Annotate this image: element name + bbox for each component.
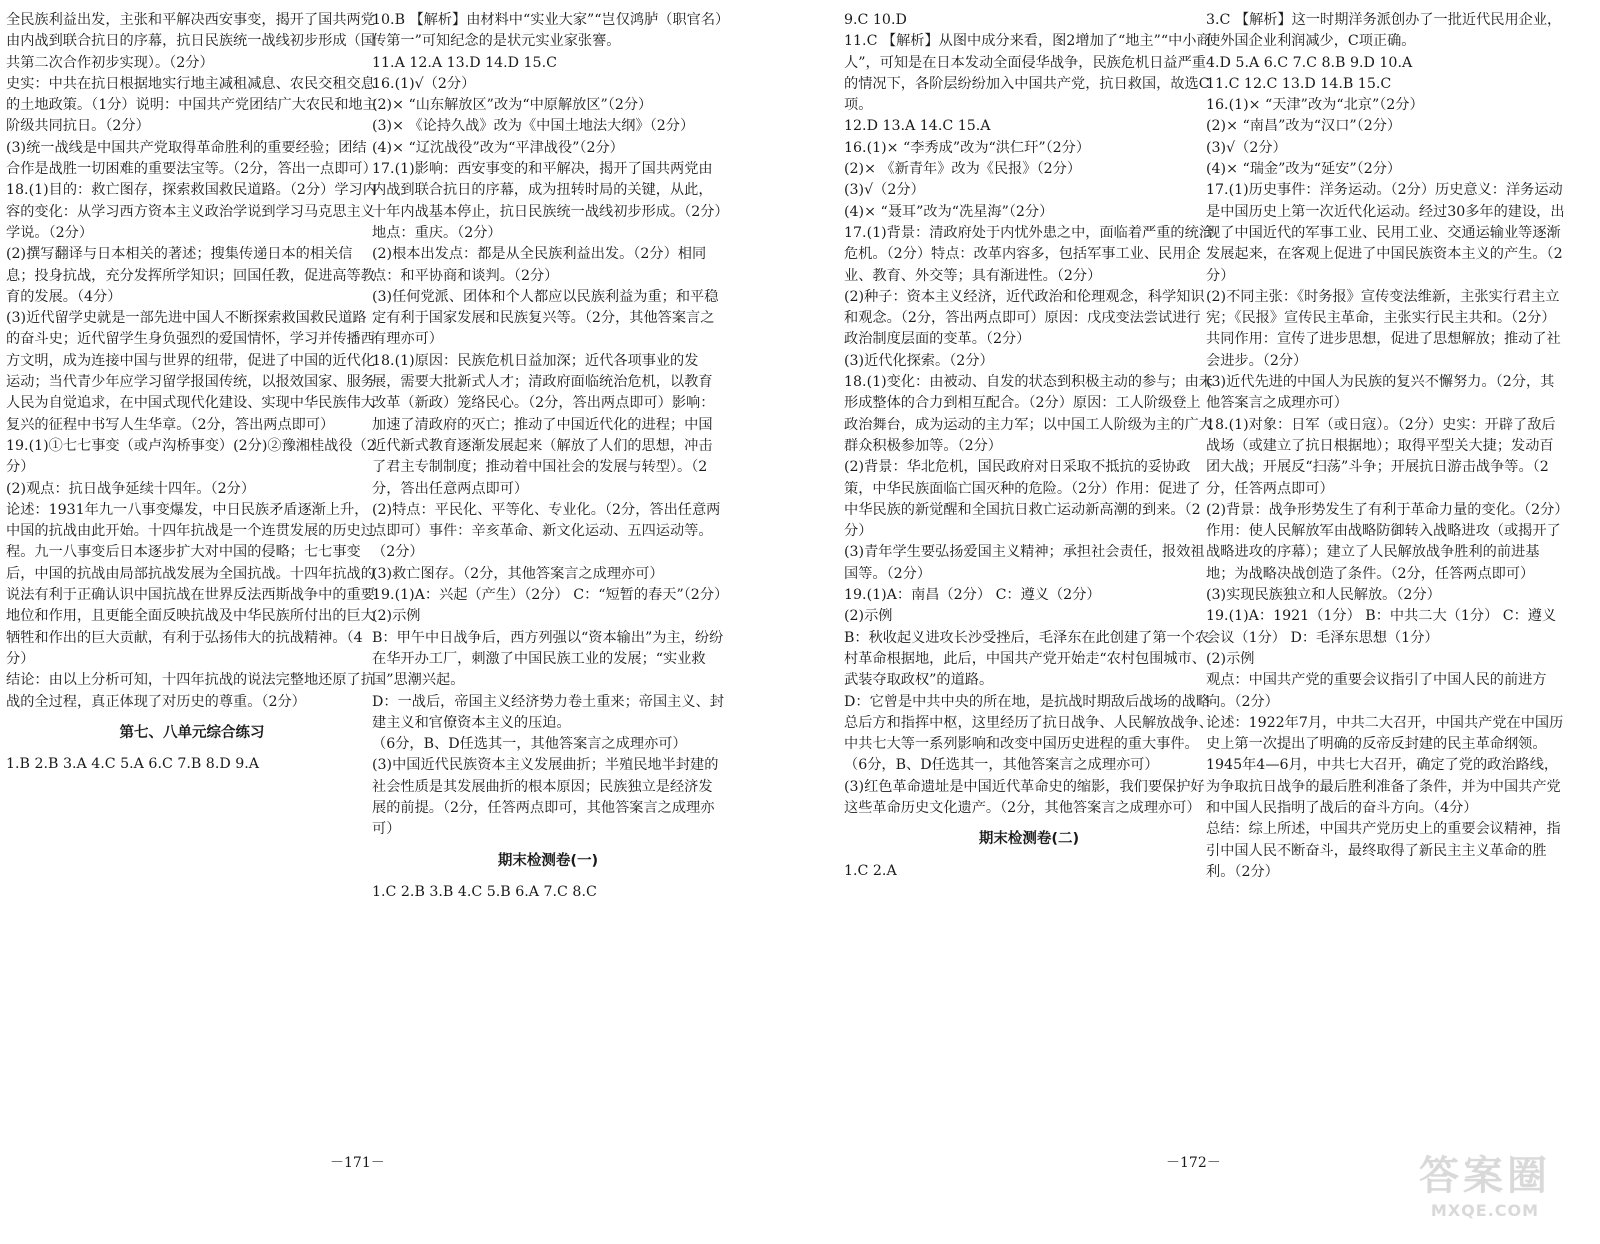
page-number: －172－ <box>1166 1155 1221 1171</box>
answer-item: 19.(1)①七七事变（或卢沟桥事变）(2分)②豫湘桂战役（2分） <box>6 437 376 476</box>
right-page <box>800 0 1600 1244</box>
answer-text: (2)× “南昌”改为“汉口”（2分） <box>1206 118 1402 135</box>
answer-item: 16.(1)√（2分） <box>372 75 476 92</box>
answer-item: 17.(1)影响：西安事变的和平解决，揭开了国共两党由内战到联合抗日的序幕，成为扭转时局的关键，从此，十年内战基本停止，抗日民族统一战线初步形成。（2分）地点：重庆。（2分） <box>372 161 722 241</box>
answer-text: B：甲午中日战争后，西方列强以“资本输出”为主，纷纷在华开办工厂，刺激了中国民族工业的发展；“实业救国”思潮兴起。 <box>372 629 724 689</box>
answer-text: (2)示例 <box>372 608 421 625</box>
answer-text: (3)红色革命遗址是中国近代革命史的缩影，我们要保护好这些革命历史文化遗产。（2分，其他答案言之成理亦可） <box>844 778 1205 816</box>
answer-text: (3)近代留学史就是一部先进中国人不断探索救国救民道路的奋斗史；近代留学生身负强烈的爱国情怀，学习并传播西方文明，成为连接中国与世界的纽带，促进了中国的近代化运动；当代青少年应学习留学报国传统，以报效国家、服务人民为自觉追求，在中国式现代化建设、实现中华民族伟大复兴的征程中书写人生华章。（2分，答出两点即可） <box>6 310 375 433</box>
answer-item: 16.(1)× “天津”改为“北京”（2分） <box>1206 97 1424 114</box>
answer-text: 论述：1931年九一八事变爆发，中日民族矛盾逐渐上升，中国的抗战由此开始。十四年抗战是一个连贯发展的历史过程。九一八事变后日本逐步扩大对中国的侵略；七七事变后，中国的抗战由局部抗战发展为全国抗战。十四年抗战的说法有利于正确认识中国抗战在世界反法西斯战争中的重要地位和作用，且更能全面反映抗战及中华民族所付出的巨大牺牲和作出的巨大贡献，有利于弘扬伟大的抗战精神。（4分） <box>6 501 375 667</box>
page-number: －171－ <box>330 1155 385 1171</box>
answer-item: 11.A 12.A 13.D 14.D 15.C <box>372 54 557 71</box>
answer-text: (2)× “山东解放区”改为“中原解放区”（2分） <box>372 97 653 114</box>
answer-text: (3)青年学生要弘扬爱国主义精神；承担社会责任，报效祖国等。（2分） <box>844 544 1205 582</box>
answer-text: (3)实现民族独立和人民解放。（2分） <box>1206 587 1441 604</box>
answer-item: 18.(1)对象：日军（或日寇）。（2分）史实：开辟了敌后战场（或建立了抗日根据地）；取得平型关大捷；发动百团大战；开展反“扫荡”斗争；开展抗日游击战争等。（2分，任答两点即可） <box>1206 416 1556 497</box>
answer-text: (3)√（2分） <box>1206 139 1287 156</box>
answer-item: 11.C 12.C 13.D 14.B 15.C <box>1206 75 1392 92</box>
answer-item: 1.C 2.A <box>844 862 897 879</box>
answer-item: 11.C 【解析】从图中成分来看，图2增加了“地主”“中小商人”，可知是在日本发动全面侵华战争，民族危机日益严重的情况下，各阶层纷纷加入中国共产党，抗日救国，故选C项。 <box>844 33 1211 114</box>
answer-text: (2)撰写翻译与日本相关的著述；搜集传递日本的相关信息；投身抗战，充分发挥所学知识；回国任教，促进高等教育的发展。（4分） <box>6 246 375 305</box>
answer-text: D：它曾是中共中央的所在地，是抗战时期敌后战场的战略总后方和指挥中枢，这里经历了抗日战争、人民解放战争、中共七大等一系列影响和改变中国历史进程的重大事件。 <box>844 693 1213 753</box>
answer-item: 18.(1)变化：由被动、自发的状态到积极主动的参与；由未形成整体的合力到相互配合。（2分）原因：工人阶级登上政治舞台，成为运动的主力军；以中国工人阶级为主的广大群众积极参加等。（2分） <box>844 374 1213 454</box>
answer-item: 9.C 10.D <box>844 12 907 28</box>
answer-text: (2)不同主张：《时务报》宣传变法维新，主张实行君主立宪；《民报》宣传民主革命，主张实行民主共和。（2分）共同作用：宣传了进步思想，促进了思想解放；推动了社会进步。（2分） <box>1206 288 1561 369</box>
answer-text: (4)× “聂耳”改为“冼星海”（2分） <box>844 203 1054 220</box>
answer-item: 19.(1)A：1921（1分） B：中共二大（1分） C：遵义会议（1分） D：毛泽东思想（1分） <box>1206 608 1557 646</box>
answer-text: (3)救亡图存。（2分，其他答案言之成理亦可） <box>372 565 664 582</box>
answer-text: 观点：中国共产党的重要会议指引了中国人民的前进方向。（2分） <box>1206 672 1547 710</box>
answer-item: 12.D 13.A 14.C 15.A <box>844 118 991 135</box>
answer-text: （6分，B、D任选其一，其他答案言之成理亦可） <box>372 736 687 753</box>
answer-text: (2)种子：资本主义经济，近代政治和伦理观念，科学知识和观念。（2分，答出两点即可）原因：戊戌变法尝试进行政治制度层面的变革。（2分） <box>844 288 1205 348</box>
answer-text: (2)特点：平民化、平等化、专业化。（2分，答出任意两点即可）事件：辛亥革命、新文化运动、五四运动等。（2分） <box>372 501 721 561</box>
answer-item: 3.C 【解析】这一时期洋务派创办了一批近代民用企业，使外国企业利润减少，C项正确。 <box>1206 12 1562 50</box>
answer-item: 16.(1)× “李秀成”改为“洪仁玕”（2分） <box>844 139 1091 156</box>
answer-column <box>372 10 729 903</box>
answer-item: 19.(1)A：兴起（产生）（2分） C：“短暂的春天”（2分） <box>372 587 729 604</box>
answer-text: (3)任何党派、团体和个人都应以民族利益为重；和平稳定有利于国家发展和民族复兴等。（2分，其他答案言之有理亦可） <box>372 288 719 348</box>
answer-text: (3)√（2分） <box>844 182 925 199</box>
answer-item: 18.(1)原因：民族危机日益加深；近代各项事业的发展，需要大批新式人才；清政府面临统治危机，以教育改革（新政）笼络民心。（2分，答出两点即可）影响：加速了清政府的灭亡；推动了中国近代化的进程；中国近代新式教育逐渐发展起来（解放了人们的思想，冲击了君主专制制度；推动着中国社会的发展与转型）。（2分，答出任意两点即可） <box>372 352 715 497</box>
answer-item: 1.B 2.B 3.A 4.C 5.A 6.C 7.B 8.D 9.A <box>6 756 260 773</box>
section-title: 期末检测卷(一) <box>497 852 599 869</box>
answer-text: (4)× “辽沈战役”改为“平津战役”（2分） <box>372 139 624 156</box>
section-title: 期末检测卷(二) <box>978 831 1080 848</box>
answer-column <box>1206 10 1566 883</box>
answer-item: 19.(1)A：南昌（2分） C：遵义（2分） <box>844 587 1101 604</box>
answer-text: (3)近代化探索。（2分） <box>844 352 994 369</box>
answer-text: (3)中国近代民族资本主义发展曲折；半殖民地半封建的社会性质是其发展曲折的根本原因；民族独立是经济发展的前提。（2分，任答两点即可，其他答案言之成理亦可） <box>372 757 719 838</box>
answer-text: (2)× 《新青年》改为《民报》（2分） <box>844 161 1082 178</box>
answer-text: （6分，B、D任选其一，其他答案言之成理亦可） <box>844 757 1159 774</box>
watermark-logo <box>1400 1144 1570 1224</box>
answer-text: (2)背景：战争形势发生了有利于革命力量的变化。（2分）作用：使人民解放军由战略防御转入战略进攻（或揭开了战略进攻的序幕）；建立了人民解放战争胜利的前进基地；为战略决战创造了条件。（2分，任答两点即可） <box>1206 501 1562 582</box>
answer-text: (2)示例 <box>844 608 893 625</box>
answer-text: 全民族利益出发，主张和平解决西安事变，揭开了国共两党由内战到联合抗日的序幕，抗日民族统一战线初步形成（国共第二次合作初步实现）。（2分） <box>6 12 375 71</box>
answer-item: 18.(1)目的：救亡图存，探索救国救民道路。（2分）学习内容的变化：从学习西方资本主义政治学说到学习马克思主义学说。（2分） <box>6 182 377 241</box>
answer-text: (3)近代先进的中国人为民族的复兴不懈努力。（2分，其他答案言之成理亦可） <box>1206 374 1555 412</box>
watermark-logo-text: 答案圈 <box>1419 1153 1551 1199</box>
answer-item: 17.(1)背景：清政府处于内忧外患之中，面临着严重的统治危机。（2分）特点：改革内容多，包括军事工业、民用企业、教育、外交等；具有渐进性。（2分） <box>844 224 1213 284</box>
section-title: 第七、八单元综合练习 <box>119 724 265 741</box>
answer-text: B：秋收起义进攻长沙受挫后，毛泽东在此创建了第一个农村革命根据地，此后，中国共产党开始走“农村包围城市、武装夺取政权”的道路。 <box>844 629 1210 689</box>
answer-text: (2)根本出发点：都是从全民族利益出发。（2分）相同点：和平协商和谈判。（2分） <box>372 246 707 284</box>
answer-item: 10.B 【解析】由材料中“实业大家”“岂仅鸿胪（职官名）传第一”可知纪念的是状元实业家张謇。 <box>372 12 723 50</box>
answer-item: 1.C 2.B 3.B 4.C 5.B 6.A 7.C 8.C <box>372 883 597 900</box>
answer-text: 论述：1922年7月，中共二大召开，中国共产党在中国历史上第一次提出了明确的反帝反封建的民主革命纲领。1945年4—6月，中共七大召开，确定了党的政治路线，为争取抗日战争的最后胜利准备了条件，并为中国共产党和中国人民指明了战后的奋斗方向。（4分） <box>1206 714 1564 816</box>
answer-text: (2)背景：华北危机，国民政府对日采取不抵抗的妥协政策，中华民族面临亡国灭种的危险。（2分）作用：促进了中华民族的新觉醒和全国抗日救亡运动新高潮的到来。（2分） <box>844 459 1201 540</box>
answer-text: D：一战后，帝国主义经济势力卷土重来；帝国主义、封建主义和官僚资本主义的压迫。 <box>372 693 724 731</box>
answer-text: (2)观点：抗日战争延续十四年。（2分） <box>6 480 256 497</box>
answer-text: (3)统一战线是中国共产党取得革命胜利的重要经验；团结合作是战胜一切困难的重要法宝等。（2分，答出一点即可） <box>6 139 377 178</box>
answer-text: 总结：综上所述，中国共产党历史上的重要会议精神，指引中国人民不断奋斗，最终取得了新民主主义革命的胜利。（2分） <box>1206 821 1561 880</box>
answer-text: (3)× 《论持久战》改为《中国土地法大纲》（2分） <box>372 118 695 135</box>
answer-text: 史实：中共在抗日根据地实行地主减租减息、农民交租交息的土地政策。（1分）说明：中国共产党团结广大农民和地主阶级共同抗日。（2分） <box>6 75 377 135</box>
answer-column <box>6 10 378 775</box>
answer-text: (4)× “瑞金”改为“延安”（2分） <box>1206 161 1402 178</box>
answer-text: 结论：由以上分析可知，十四年抗战的说法完整地还原了抗战的全过程，真正体现了对历史的尊重。（2分） <box>6 672 375 710</box>
watermark-domain: MXQE.COM <box>1430 1201 1540 1220</box>
answer-item: 17.(1)历史事件：洋务运动。（2分）历史意义：洋务运动是中国历史上第一次近代化运动。经过30多年的建设，出现了中国近代的军事工业、民用工业、交通运输业等逐渐发展起来，在客观上促进了中国民族资本主义的产生。（2分） <box>1206 182 1565 284</box>
answer-column <box>844 10 1214 882</box>
answer-item: 4.D 5.A 6.C 7.C 8.B 9.D 10.A <box>1206 54 1413 71</box>
answer-text: (2)示例 <box>1206 650 1255 667</box>
